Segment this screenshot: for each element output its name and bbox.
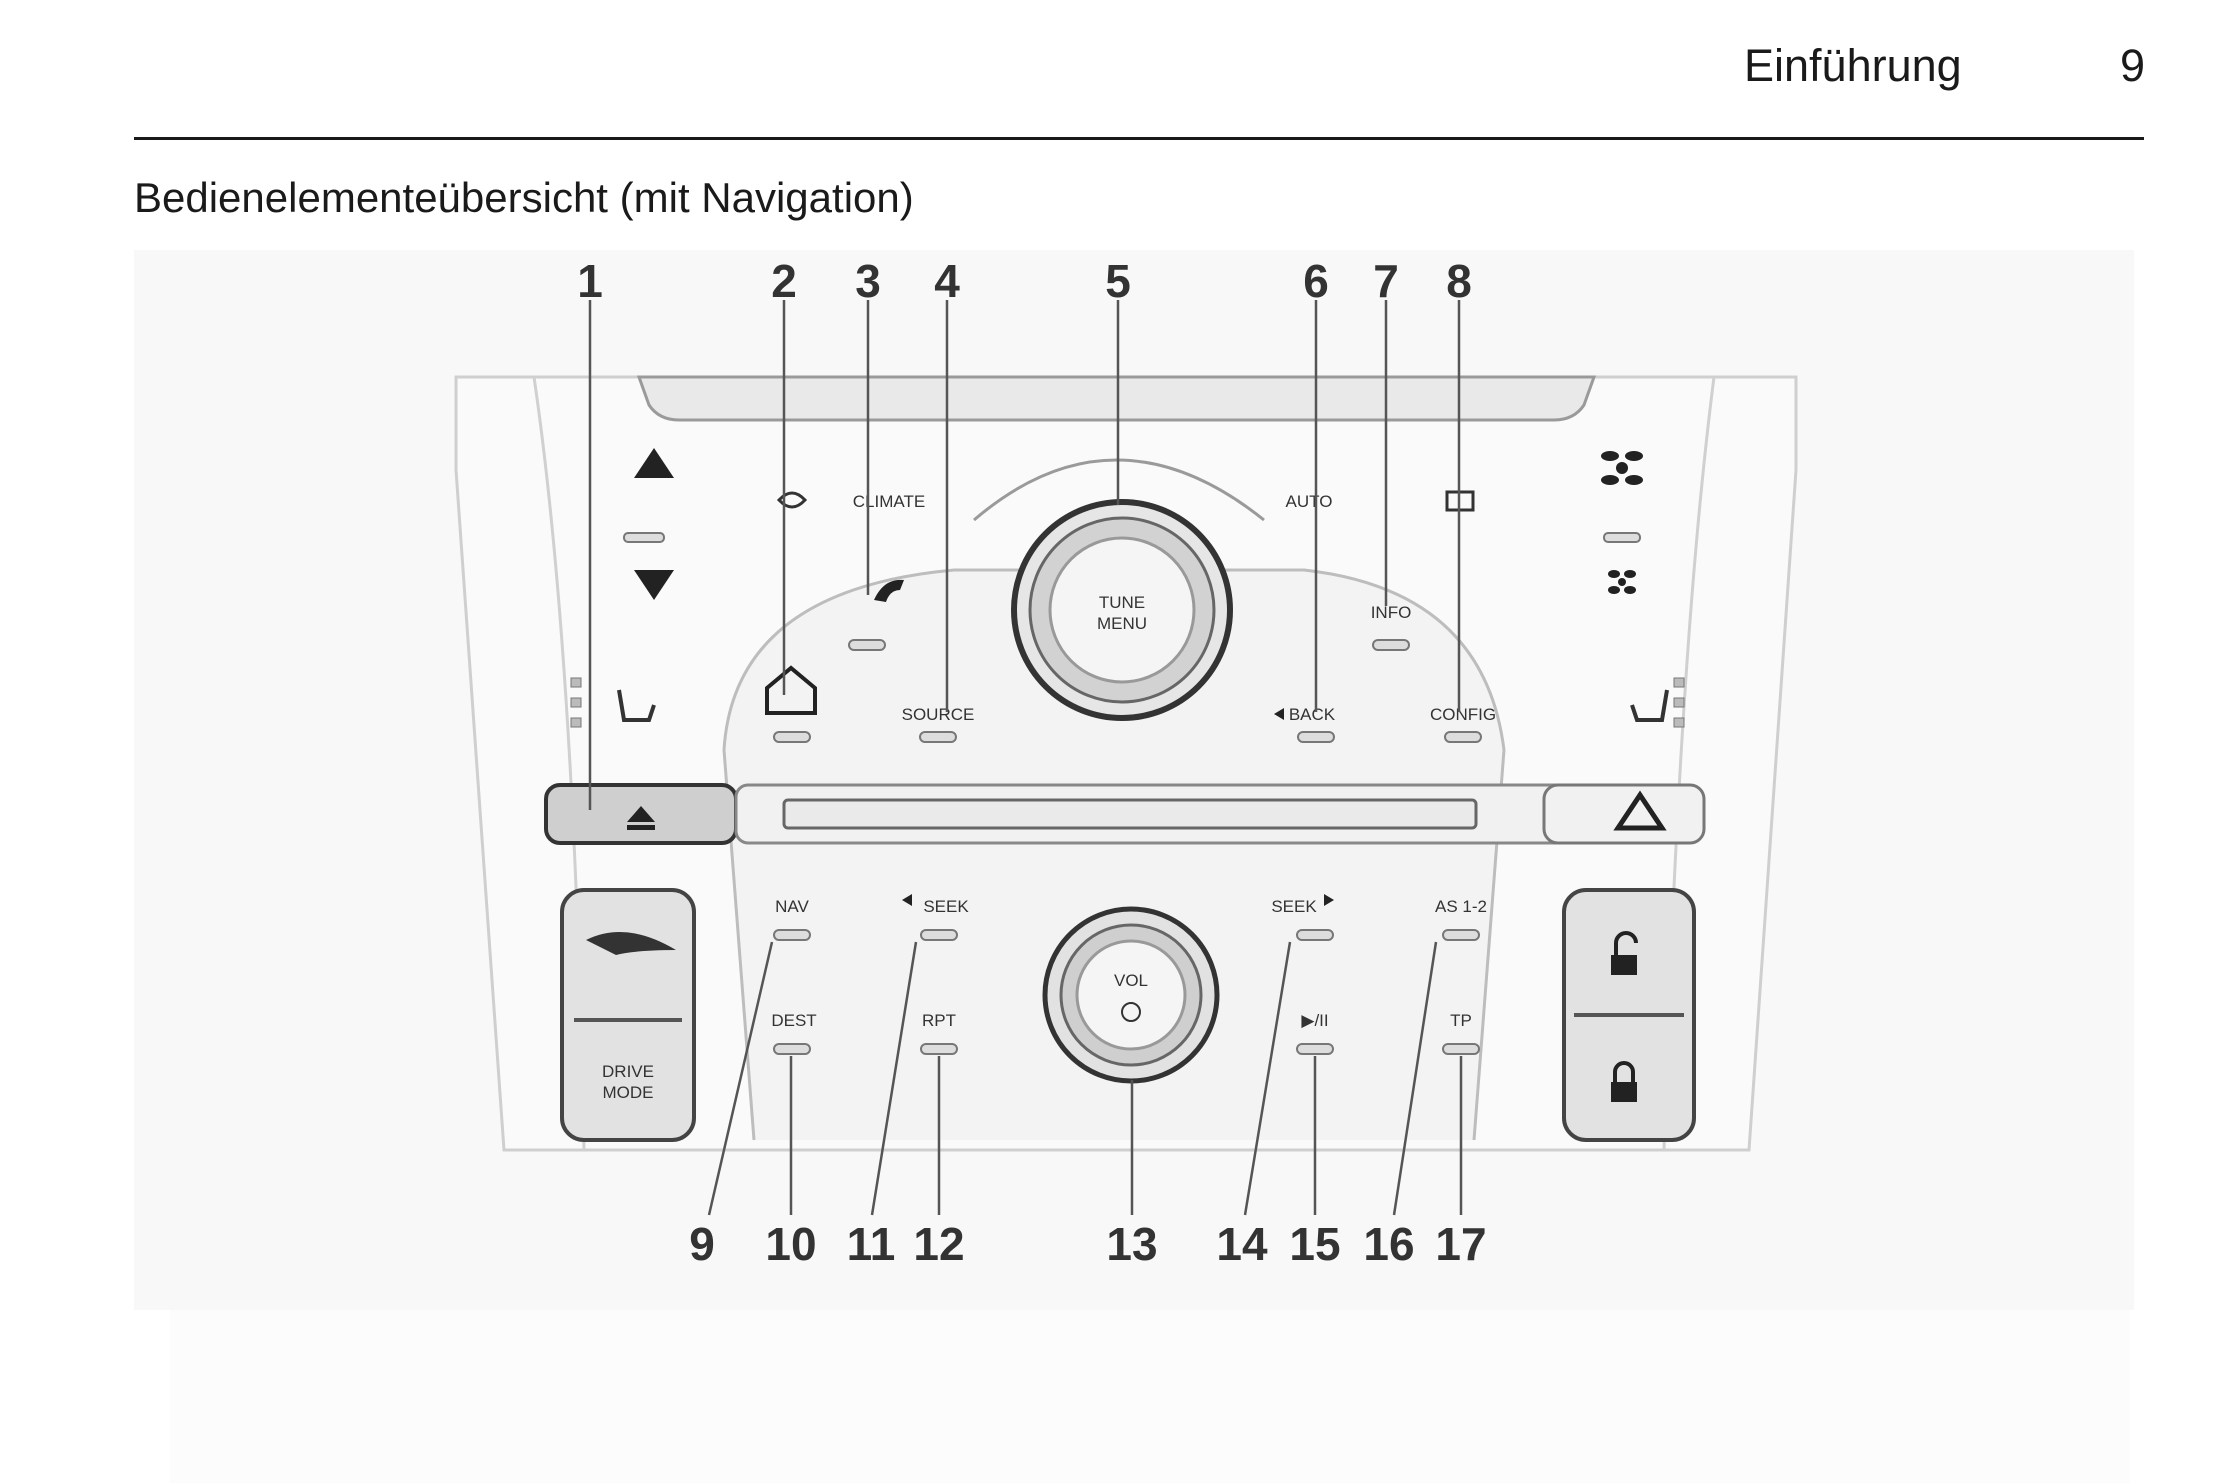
config-label: CONFIG	[1429, 705, 1497, 724]
callout-13: 13	[1106, 1218, 1158, 1270]
config-button[interactable]	[1445, 732, 1481, 742]
back-button[interactable]	[1298, 732, 1334, 742]
tp-label: TP	[1450, 1011, 1472, 1030]
menu-label: MENU	[1096, 614, 1148, 633]
seek-back-label: SEEK	[923, 897, 969, 916]
source-button[interactable]	[920, 732, 956, 742]
section-title: Bedienelementeübersicht (mit Navigation)	[134, 174, 914, 221]
callout-17: 17	[1435, 1218, 1487, 1270]
phone-button[interactable]	[849, 640, 885, 650]
mode-label: MODE	[602, 1083, 654, 1102]
cd-slot[interactable]	[784, 800, 1476, 828]
nav-label: NAV	[775, 897, 809, 916]
tune-menu-knob[interactable]	[1014, 502, 1230, 718]
play-pause-label: ▶/II	[1301, 1011, 1329, 1030]
back-label: BACK	[1288, 705, 1336, 724]
volume-power-knob[interactable]	[1045, 909, 1217, 1081]
as-label: AS 1-2	[1435, 897, 1487, 916]
control-panel-illustration	[134, 250, 2134, 1310]
callout-3: 3	[855, 255, 881, 307]
fan-indicator[interactable]	[1604, 533, 1640, 542]
info-label: INFO	[1370, 603, 1412, 622]
seek-back-button[interactable]	[921, 930, 957, 940]
display-bezel	[639, 377, 1594, 420]
header-divider	[134, 137, 2144, 140]
dest-label: DEST	[771, 1011, 817, 1030]
page-header-title: Einführung	[1744, 40, 1962, 91]
callout-10: 10	[765, 1218, 817, 1270]
seat-heat-left-indicators	[571, 678, 581, 727]
hazard-button[interactable]	[1544, 785, 1704, 843]
nav-button[interactable]	[774, 930, 810, 940]
callout-8: 8	[1446, 255, 1472, 307]
callout-15: 15	[1289, 1218, 1341, 1270]
callout-5: 5	[1105, 255, 1131, 307]
seek-forward-button[interactable]	[1297, 930, 1333, 940]
callout-7: 7	[1373, 255, 1399, 307]
callout-9: 9	[689, 1218, 715, 1270]
bottom-callout-numbers	[689, 1218, 1486, 1270]
seat-heat-right-indicators	[1674, 678, 1684, 727]
seek-forward-label: SEEK	[1271, 897, 1317, 916]
tune-label: TUNE	[1098, 593, 1146, 612]
play-pause-button[interactable]	[1297, 1044, 1333, 1054]
callout-6: 6	[1303, 255, 1329, 307]
eject-icon-bar	[627, 825, 655, 830]
callout-2: 2	[771, 255, 797, 307]
tp-button[interactable]	[1443, 1044, 1479, 1054]
page-lower-area	[170, 1310, 2130, 1483]
top-callout-numbers	[577, 255, 1472, 307]
home-button[interactable]	[774, 732, 810, 742]
info-button[interactable]	[1373, 640, 1409, 650]
rpt-label: RPT	[922, 1011, 956, 1030]
temp-indicator-left[interactable]	[624, 533, 664, 542]
as-button[interactable]	[1443, 930, 1479, 940]
auto-label[interactable]: AUTO	[1285, 492, 1333, 511]
dest-button[interactable]	[774, 1044, 810, 1054]
callout-16: 16	[1363, 1218, 1415, 1270]
source-label: SOURCE	[901, 705, 975, 724]
climate-label[interactable]: CLIMATE	[852, 492, 926, 511]
vol-label: VOL	[1113, 971, 1149, 990]
drive-mode-button[interactable]	[562, 890, 694, 1140]
control-panel-figure	[134, 250, 2134, 1310]
callout-1: 1	[577, 255, 603, 307]
page-number: 9	[2120, 40, 2146, 91]
callout-12: 12	[913, 1218, 965, 1270]
rpt-button[interactable]	[921, 1044, 957, 1054]
callout-4: 4	[934, 255, 960, 307]
callout-14: 14	[1216, 1218, 1268, 1270]
callout-11: 11	[846, 1218, 896, 1270]
drive-label: DRIVE	[602, 1062, 654, 1081]
